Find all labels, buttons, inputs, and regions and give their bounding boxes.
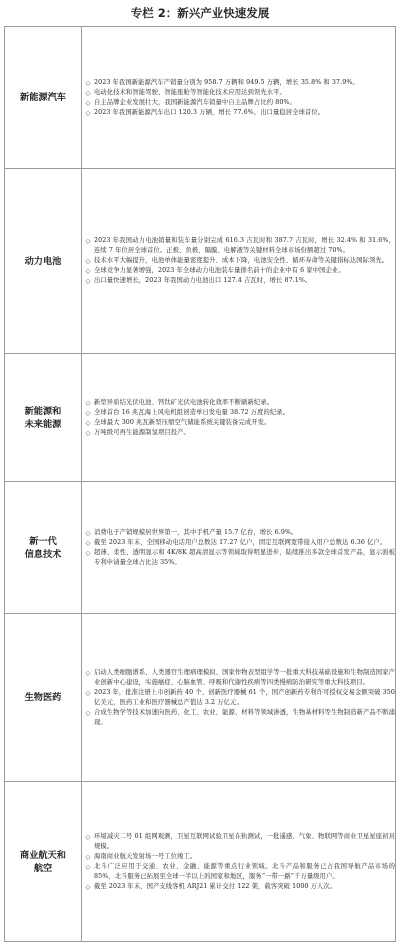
industry-items-cell bbox=[82, 482, 396, 614]
bullet-item bbox=[82, 256, 395, 266]
bullet-item bbox=[82, 668, 395, 688]
industry-items-cell bbox=[82, 614, 396, 782]
bullet-item-text: 合成生物学等技术加速向医药、化工、农业、能源、材料等领域渗透，生物基材料等生物制造新产品不断涌现。 bbox=[94, 708, 395, 726]
industry-row bbox=[5, 27, 396, 169]
bullet-item bbox=[82, 108, 395, 118]
bullet-item bbox=[82, 88, 395, 98]
industry-label-cell bbox=[5, 27, 82, 169]
bullet-item-text: 截至 2023 年末，国产支线客机 ARJ21 累计交付 122 架，载客突破 1000 万人次。 bbox=[94, 882, 337, 890]
bullet-item bbox=[82, 882, 395, 892]
bullet-item-text: 出口量快速增长，2023 年我国动力电池出口 127.4 吉瓦时，增长 87.1%。 bbox=[94, 277, 312, 284]
diamond-bullet-icon: ◇ bbox=[85, 688, 91, 697]
industry-row bbox=[5, 482, 396, 614]
bullet-item-text: 新型异质结光伏电池、钙钛矿光伏电池转化效率不断刷新纪录。 bbox=[94, 398, 274, 406]
diamond-bullet-icon: ◇ bbox=[85, 88, 91, 97]
bullet-item bbox=[82, 538, 395, 548]
industry-label-line: 航空 bbox=[33, 862, 53, 874]
diamond-bullet-icon: ◇ bbox=[85, 882, 91, 891]
bullet-item bbox=[82, 708, 395, 728]
bullet-item-text: 北斗广泛应用于交通、农业、金融、能源等重点行业领域。北斗产品和服务已占我国导航产品市场的 85%，北斗服务已拓展至全球一半以上的国家和地区，服务“一带一路”千万量级用户。 bbox=[94, 862, 395, 880]
bullet-item-text: 启动人类细胞谱系、人类器官生理病理模拟、国家作物表型组学等一批重大科技基础设施和生物制造国家产业创新中心建设，实施癌症、心脑血管、呼吸和代谢性疾病等四类慢病防治研究等重大科技项目。 bbox=[94, 668, 395, 686]
bullet-item-text: 环境减灾二号 01 组网观测，卫星互联网试验卫星在轨测试，一批遥感、气象、物联网等商业卫星星座初具规模。 bbox=[94, 832, 395, 850]
industry-table-body bbox=[5, 27, 396, 942]
diamond-bullet-icon: ◇ bbox=[85, 852, 91, 861]
diamond-bullet-icon: ◇ bbox=[85, 398, 91, 407]
industry-label-line: 未来能源 bbox=[24, 418, 62, 430]
bullet-item-text: 全球首台 16 兆瓦海上风电机组创造单日发电量 38.72 万度的纪录。 bbox=[94, 408, 290, 416]
bullet-item bbox=[82, 852, 395, 862]
bullet-item bbox=[82, 428, 395, 438]
diamond-bullet-icon: ◇ bbox=[85, 98, 91, 107]
industry-items-cell bbox=[82, 27, 396, 169]
diamond-bullet-icon: ◇ bbox=[85, 862, 91, 871]
diamond-bullet-icon: ◇ bbox=[85, 108, 91, 117]
diamond-bullet-icon: ◇ bbox=[85, 708, 91, 717]
bullet-item bbox=[82, 78, 395, 88]
industry-items-cell bbox=[82, 782, 396, 942]
industry-label-cell bbox=[5, 169, 82, 354]
bullet-item-text: 万吨级可再生能源制氢项目投产。 bbox=[94, 428, 190, 436]
industry-row bbox=[5, 169, 396, 354]
industry-label-line: 信息技术 bbox=[24, 548, 62, 560]
industry-label-cell bbox=[5, 782, 82, 942]
diamond-bullet-icon: ◇ bbox=[85, 277, 91, 285]
industry-label-line: 动力电池 bbox=[24, 255, 62, 267]
bullet-item-text: 超薄、柔性、透明显示和 4K/8K 超高清显示等领域取得明显进步，陆续推出多款全球首发产品，显示面板专利申请量全球占比达 35%。 bbox=[94, 548, 395, 566]
industry-table bbox=[4, 26, 396, 942]
bullet-item-text: 截至 2023 年末，全国移动电话用户总数达 17.27 亿户，固定互联网宽带接入用户总数达 6.36 亿户。 bbox=[94, 538, 387, 546]
bullet-item bbox=[82, 832, 395, 852]
column-title: 专栏 2：新兴产业快速发展 bbox=[130, 6, 270, 20]
industry-label-cell bbox=[5, 354, 82, 482]
bullet-item bbox=[82, 98, 395, 108]
industry-label-cell bbox=[5, 482, 82, 614]
industry-label-cell bbox=[5, 614, 82, 782]
industry-label-line: 新能源汽车 bbox=[20, 92, 66, 103]
diamond-bullet-icon: ◇ bbox=[85, 408, 91, 417]
industry-label-line: 生物医药 bbox=[24, 692, 62, 703]
industry-label-line: 新能源和 bbox=[24, 405, 62, 417]
bullet-item bbox=[82, 408, 395, 418]
bullet-item bbox=[82, 398, 395, 408]
diamond-bullet-icon: ◇ bbox=[85, 267, 91, 275]
diamond-bullet-icon: ◇ bbox=[85, 428, 91, 437]
bullet-item bbox=[82, 862, 395, 882]
industry-items-cell bbox=[82, 169, 396, 354]
bullet-item-text: 技术水平大幅提升，电池单体能量密度提升、成本下降，电池安全性、循环寿命等关键指标达国际领先。 bbox=[94, 257, 389, 264]
diamond-bullet-icon: ◇ bbox=[85, 832, 91, 841]
bullet-item bbox=[82, 528, 395, 538]
industry-row bbox=[5, 354, 396, 482]
industry-label-line: 商业航天和 bbox=[20, 849, 66, 861]
diamond-bullet-icon: ◇ bbox=[85, 548, 91, 557]
bullet-item-text: 消费电子产销规模居世界第一，其中手机产量 15.7 亿台，增长 6.9%。 bbox=[94, 528, 298, 536]
bullet-item bbox=[82, 688, 395, 708]
bullet-item-text: 海南商业航天发射场一号工位竣工。 bbox=[94, 852, 197, 860]
industry-items-cell bbox=[82, 354, 396, 482]
bullet-item-text: 2023 年我国动力电池销量和装车量分别完成 616.3 吉瓦时和 387.7 吉瓦时，增长 32.4% 和 31.6%，连续 7 年位居全球首位。正极、负极、隔膜、电解液等关键材料全球市场份额超过 70%。 bbox=[94, 237, 395, 254]
bullet-item bbox=[82, 418, 395, 428]
diamond-bullet-icon: ◇ bbox=[85, 668, 91, 677]
industry-row bbox=[5, 782, 396, 942]
bullet-item-text: 自主品牌企业发展壮大，我国新能源汽车销量中自主品牌占比约 80%。 bbox=[94, 98, 296, 106]
diamond-bullet-icon: ◇ bbox=[85, 78, 91, 87]
diamond-bullet-icon: ◇ bbox=[85, 528, 91, 537]
diamond-bullet-icon: ◇ bbox=[85, 538, 91, 547]
diamond-bullet-icon: ◇ bbox=[85, 418, 91, 427]
bullet-item bbox=[82, 548, 395, 568]
bullet-item-text: 全球最大 300 兆瓦新型压缩空气储能系统关键装备完成开发。 bbox=[94, 418, 271, 426]
bullet-item-text: 电动化技术和智能驾驶、智能座舱等智能化技术应用达到领先水平。 bbox=[94, 88, 286, 96]
bullet-item bbox=[82, 276, 395, 286]
industry-label-line: 新一代 bbox=[29, 535, 57, 547]
bullet-item-text: 全球竞争力显著增强，2023 年全球动力电池装车量排名前十的企业中有 6 家中国企业。 bbox=[94, 267, 345, 274]
diamond-bullet-icon: ◇ bbox=[85, 237, 91, 245]
industry-row bbox=[5, 614, 396, 782]
diamond-bullet-icon: ◇ bbox=[85, 257, 91, 265]
bullet-item-text: 2023 年我国新能源汽车产销量分别为 958.7 万辆和 949.5 万辆，增长 35.8% 和 37.9%。 bbox=[94, 78, 359, 86]
bullet-item-text: 2023 年我国新能源汽车出口 120.3 万辆，增长 77.6%，出口量稳居全球首位。 bbox=[94, 108, 325, 116]
bullet-item bbox=[82, 266, 395, 276]
bullet-item-text: 2023 年，批准注册上市创新药 40 个、创新医疗器械 61 个，国产创新药专利许可授权交易金额突破 350 亿美元，医药工业和医疗器械总产值达 3.2 万亿元。 bbox=[94, 688, 395, 706]
bullet-item bbox=[82, 236, 395, 256]
